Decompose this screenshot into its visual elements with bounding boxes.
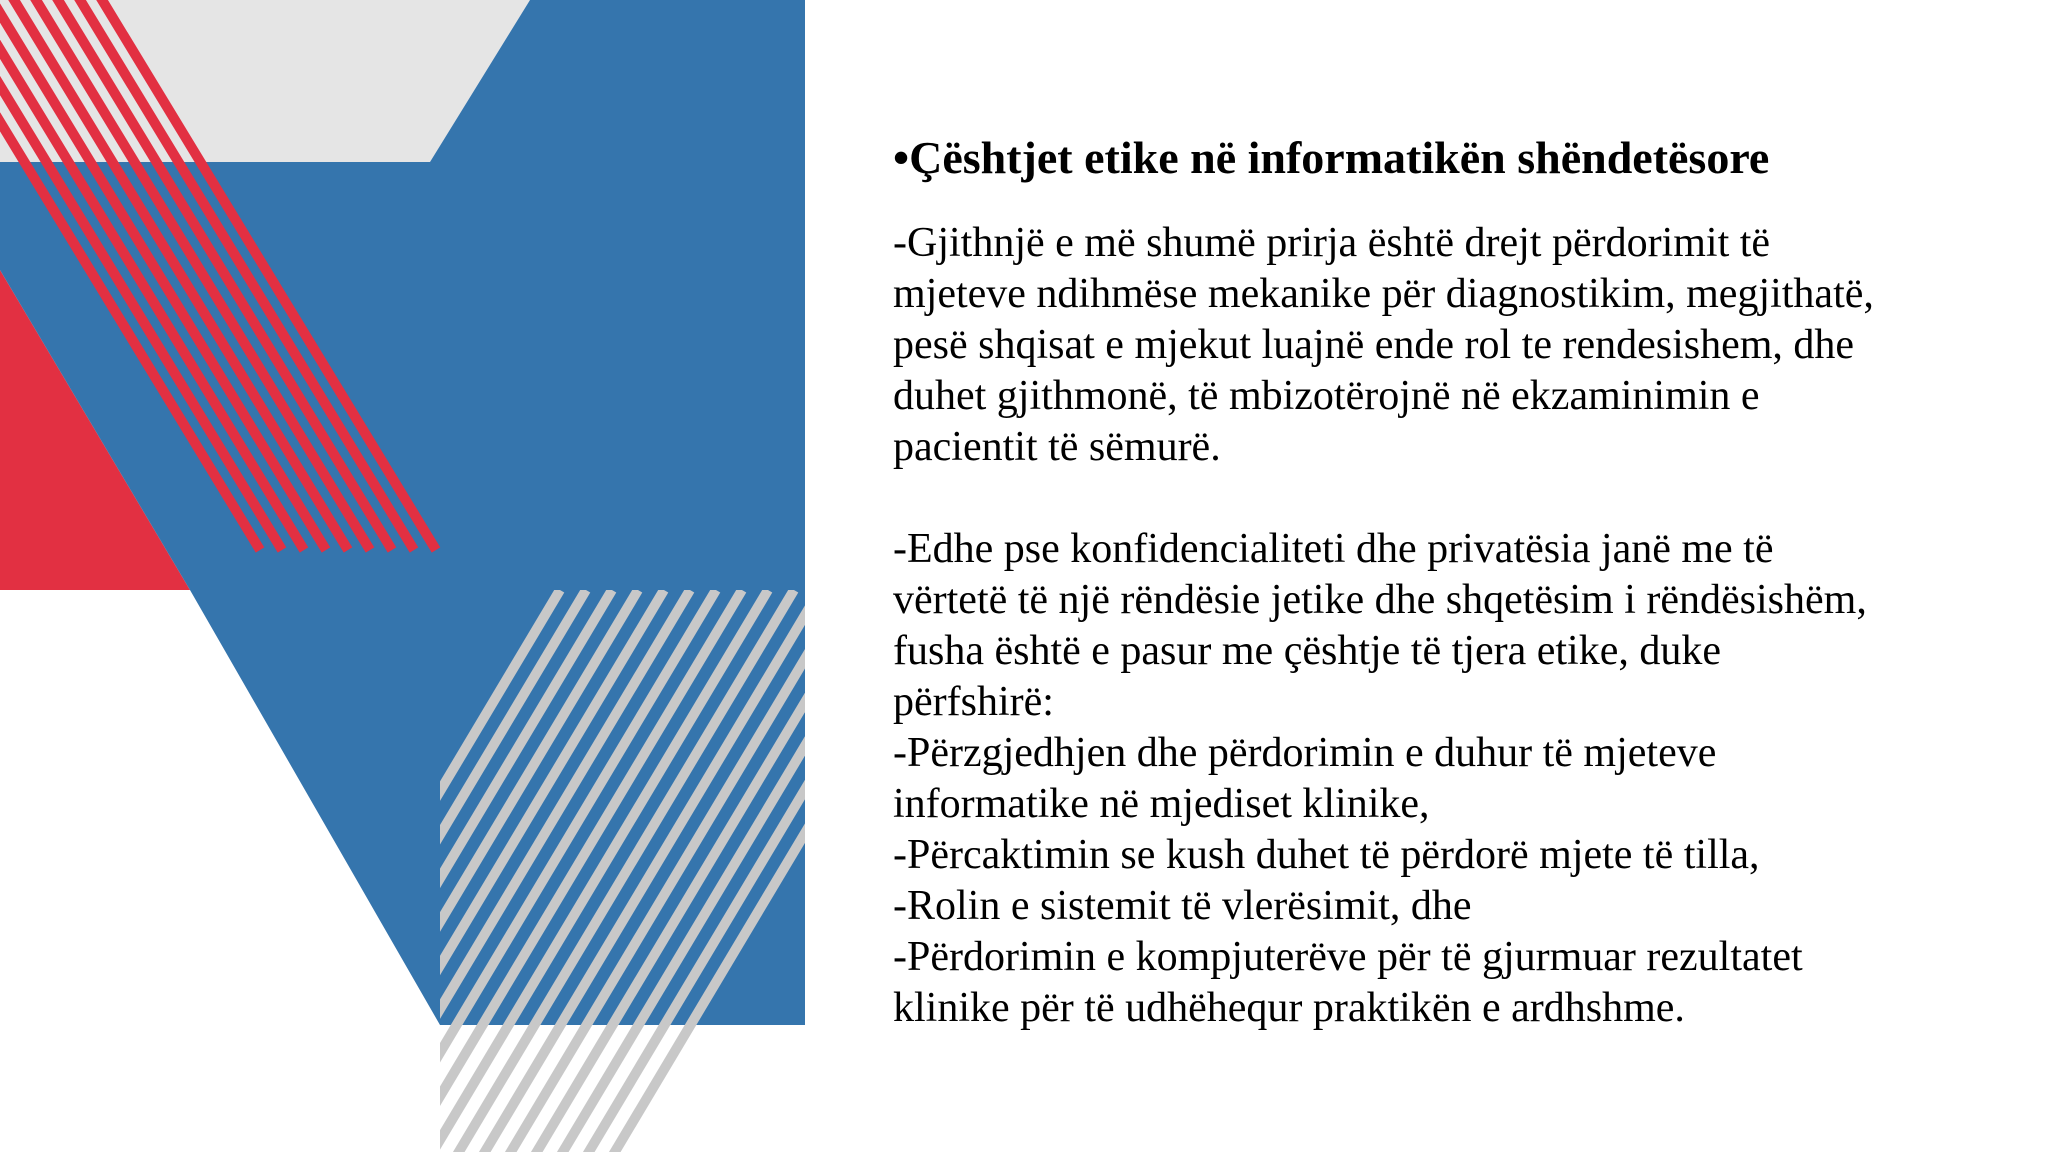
paragraph-ethical-issues bbox=[893, 524, 1993, 1034]
text-line: pacientit të sëmurë. bbox=[893, 424, 1221, 470]
slide-content bbox=[893, 128, 1993, 1034]
text-line: vërtetë të një rëndësie jetike dhe shqetësim i rëndësishëm, bbox=[893, 577, 1867, 623]
text-line: fusha është e pasur me çështje të tjera etike, duke bbox=[893, 628, 1721, 674]
decorative-geometric-art bbox=[0, 0, 805, 1152]
text-line: -Rolin e sistemit të vlerësimit, dhe bbox=[893, 883, 1472, 929]
text-line: -Përdorimin e kompjuterëve për të gjurmuar rezultatet bbox=[893, 934, 1803, 980]
text-line: -Gjithnjë e më shumë prirja është drejt përdorimit të bbox=[893, 220, 1771, 266]
text-line: përfshirë: bbox=[893, 679, 1054, 725]
text-line: informatike në mjediset klinike, bbox=[893, 781, 1430, 827]
text-line: -Edhe pse konfidencialiteti dhe privatësia janë me të bbox=[893, 526, 1774, 572]
paragraph-gap bbox=[893, 473, 1993, 524]
text-line: -Përcaktimin se kush duhet të përdorë mjete të tilla, bbox=[893, 832, 1760, 878]
text-line: -Përzgjedhjen dhe përdorimin e duhur të mjeteve bbox=[893, 730, 1717, 776]
text-line: duhet gjithmonë, të mbizotërojnë në ekzaminimin e bbox=[893, 373, 1760, 419]
paragraph-diagnostics bbox=[893, 218, 1993, 473]
text-line: mjeteve ndihmëse mekanike për diagnostikim, megjithatë, bbox=[893, 271, 1874, 317]
text-line: klinike për të udhëhequr praktikën e ardhshme. bbox=[893, 985, 1685, 1031]
slide-title: •Çështjet etike në informatikën shëndetësore bbox=[893, 132, 1770, 183]
text-line: pesë shqisat e mjekut luajnë ende rol te rendesishem, dhe bbox=[893, 322, 1855, 368]
